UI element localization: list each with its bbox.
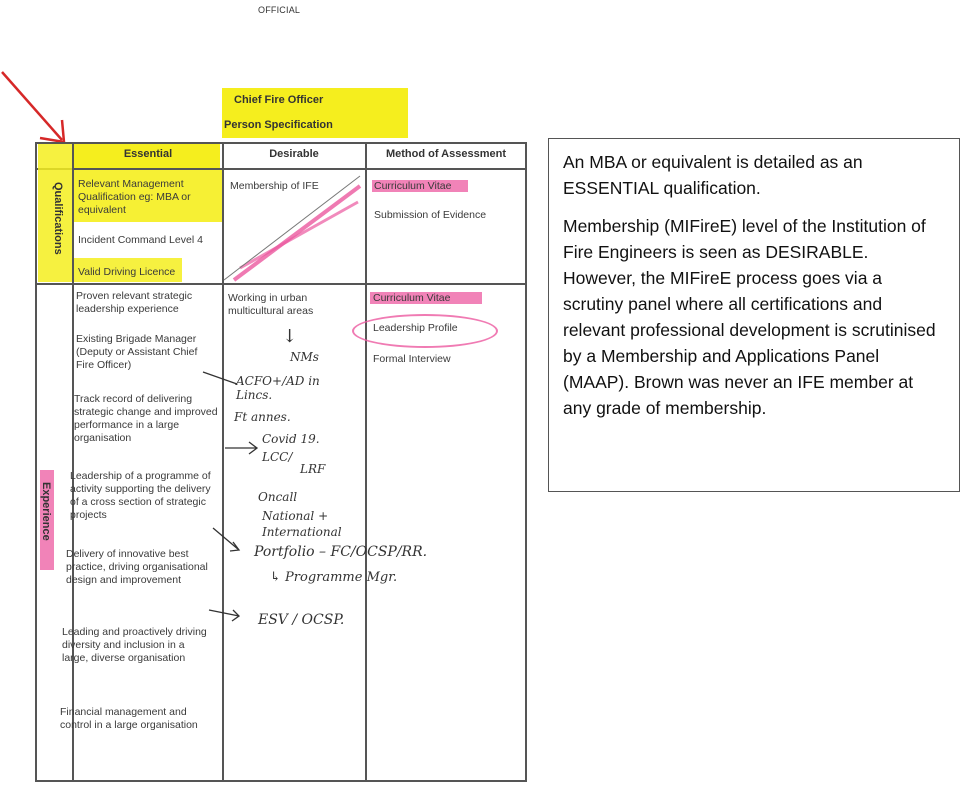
handwritten-note: Covid 19. [262, 432, 320, 446]
handwritten-arrows [195, 360, 265, 640]
title-line-1: Chief Fire Officer [234, 94, 324, 106]
essential-qualification-mba: Relevant Management Qualification eg: MBA or equivalent [78, 178, 191, 216]
handwritten-note: ESV / OCSP. [258, 612, 345, 628]
handwritten-note: LCC/ [262, 450, 293, 464]
assessment-qualification-evidence: Submission of Evidence [374, 209, 487, 221]
callout-paragraph-membership: Membership (MIFireE) level of the Institution of Fire Engineers is seen as DESIRABLE. However, the MIFireE process goes via a scrutiny panel where all certifications and relevant professional development is scrutinised by a Membership and Applications Panel (MAAP). Brown was never an IFE member at any grade of membership. [563, 216, 936, 418]
experience-programme-leadership: Leadership of a programme of activity supporting the delivery of a cross section of strategic projects [70, 470, 211, 521]
handwritten-note: Ft annes. [234, 410, 291, 424]
handwritten-note: ACFO+/AD in Lincs. [236, 374, 320, 402]
assessment-experience-interview: Formal Interview [373, 353, 451, 365]
experience-label: Experience [40, 482, 52, 541]
pink-strike-lines [220, 168, 370, 288]
desirable-qualification-ife: Membership of IFE [230, 180, 319, 192]
handwritten-note: ↓ [282, 326, 298, 347]
callout-paragraph-mba: An MBA or equivalent is detailed as an ESSENTIAL qualification. [563, 152, 863, 198]
desirable-experience-urban: Working in urban multicultural areas [228, 292, 314, 317]
column-header-desirable: Desirable [269, 148, 319, 160]
experience-financial-management: Financial management and control in a large organisation [60, 706, 198, 731]
qualifications-label: Qualifications [52, 182, 64, 255]
handwritten-note: NMs [290, 350, 319, 364]
experience-diversity-inclusion: Leading and proactively driving diversity and inclusion in a large, diverse organisation [62, 626, 207, 664]
column-header-essential: Essential [123, 148, 173, 160]
handwritten-note: Oncall [258, 490, 298, 504]
classification-header: OFFICIAL [258, 5, 301, 15]
handwritten-note: LRF [300, 462, 326, 476]
essential-qualification-licence: Valid Driving Licence [78, 266, 176, 278]
handwritten-note: Portfolio – FC/OCSP/RR. [254, 544, 428, 560]
experience-brigade-manager: Existing Brigade Manager (Deputy or Assistant Chief Fire Officer) [76, 333, 198, 371]
assessment-experience-leadership-profile: Leadership Profile [373, 322, 458, 334]
experience-strategic-change: Track record of delivering strategic change and improved performance in a large organisation [74, 393, 218, 444]
qualifications-section [36, 176, 70, 276]
callout-text-box [548, 138, 960, 492]
assessment-qualification-cv: Curriculum Vitae [374, 180, 452, 192]
title-line-2: Person Specification [224, 119, 333, 131]
experience-innovative-practice: Delivery of innovative best practice, driving organisational design and improvement [66, 548, 208, 586]
experience-strategic-leadership: Proven relevant strategic leadership experience [76, 290, 193, 315]
handwritten-note: ↳ Programme Mgr. [270, 570, 398, 585]
essential-qualification-incident-command: Incident Command Level 4 [78, 234, 203, 246]
handwritten-note: National + International [262, 509, 342, 539]
assessment-experience-cv: Curriculum Vitae [373, 292, 451, 304]
table-divider [72, 142, 74, 782]
column-header-assessment: Method of Assessment [385, 148, 506, 160]
